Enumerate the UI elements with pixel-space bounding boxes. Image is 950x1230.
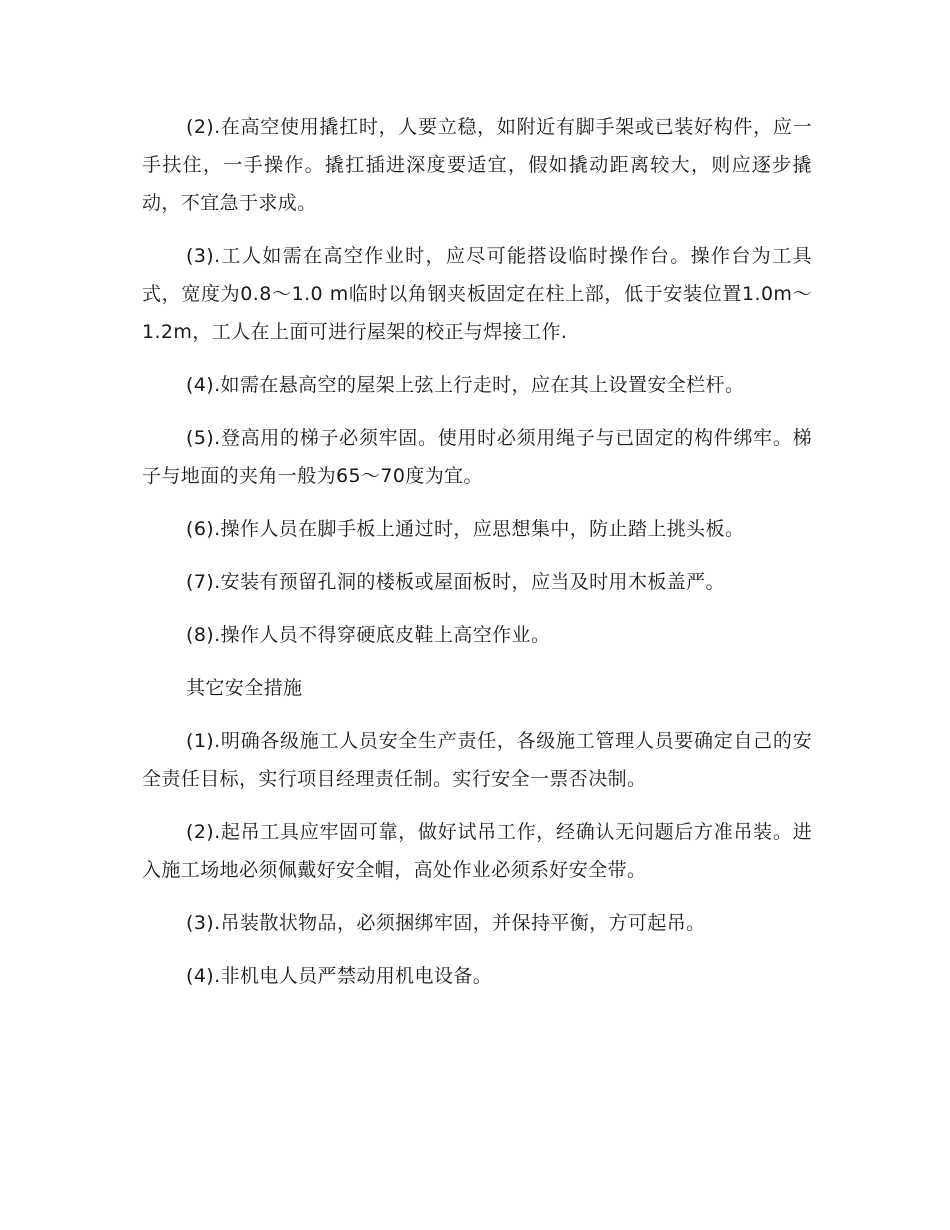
section-paragraph-4: (4).非机电人员严禁动用机电设备。 [186, 965, 493, 987]
paragraph-7: (7).安装有预留孔洞的楼板或屋面板时，应当及时用木板盖严。 [186, 571, 725, 593]
paragraph-5: (5).登高用的梯子必须牢固。使用时必须用绳子与已固定的构件绑牢。梯子与地面的夹角一般为65～70度为宜。 [142, 427, 812, 487]
paragraph-8: (8).操作人员不得穿硬底皮鞋上高空作业。 [186, 624, 551, 646]
paragraph-6: (6).操作人员在脚手板上通过时，应思想集中，防止踏上挑头板。 [186, 518, 745, 540]
paragraph-2: (2).在高空使用撬扛时，人要立稳，如附近有脚手架或已装好构件，应一手扶住，一手操作。撬扛插进深度要适宜，假如撬动距离较大，则应逐步撬动，不宜急于求成。 [142, 116, 812, 214]
section-paragraph-2: (2).起吊工具应牢固可靠，做好试吊工作，经确认无问题后方准吊装。进入施工场地必须佩戴好安全帽，高处作业必须系好安全带。 [142, 821, 812, 881]
document-body [142, 108, 812, 1010]
section-heading: 其它安全措施 [186, 677, 303, 699]
paragraph-3: (3).工人如需在高空作业时，应尽可能搭设临时操作台。操作台为工具式，宽度为0.8～1.0 m临时以角钢夹板固定在柱上部，低于安装位置1.0m～1.2m，工人在上面可进行屋架的校正与焊接工作. [142, 245, 812, 343]
section-paragraph-1: (1).明确各级施工人员安全生产责任，各级施工管理人员要确定自己的安全责任目标，实行项目经理责任制。实行安全一票否决制。 [142, 730, 812, 790]
section-paragraph-3: (3).吊装散状物品，必须捆绑牢固，并保持平衡，方可起吊。 [186, 912, 706, 934]
paragraph-4: (4).如需在悬高空的屋架上弦上行走时，应在其上设置安全栏杆。 [186, 374, 745, 396]
